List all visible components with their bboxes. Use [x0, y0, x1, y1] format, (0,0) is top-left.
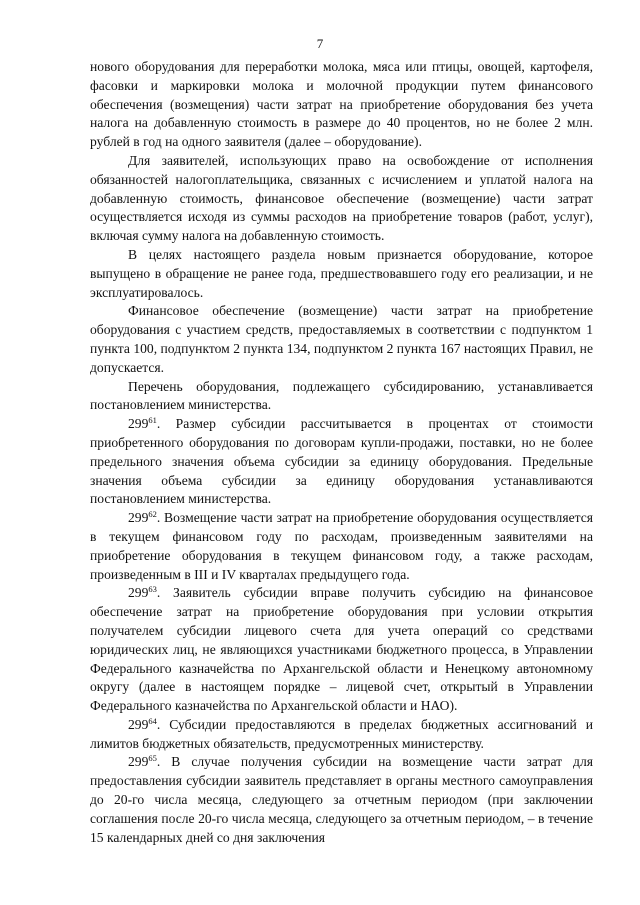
clause-299-62: $299^{62}$. Возмещение части затрат на приобретение оборудования осуществляется в текущем финансовом году по расходам, произведенным заявителями на приобретение оборудования в текущем финансовом году, а также расходам, произведенным в III и IV кварталах предыдущего года. — [90, 509, 593, 582]
clause-299-65: $299^{65}$. В случае получения субсидии на возмещение части затрат для предоставления субсидии заявитель представляет в органы местного самоуправления до 20-го числа месяца, следующего за отчетным периодом (при заключении соглашения после 20-го числа месяца, следующего за отчетным периодом, – в течение 15 календарных дней со дня заключения — [90, 753, 593, 845]
clause-number: 299 — [128, 585, 149, 601]
clause-299-64: $299^{64}$. Субсидии предоставляются в пределах бюджетных ассигнований и лимитов бюджетных обязательств, предусмотренных министерству. — [90, 715, 593, 751]
clause-number: 299 — [128, 416, 149, 432]
clause-superscript: 63 — [148, 584, 157, 595]
clause-299-61: $299^{61}$. Размер субсидии рассчитывается в процентах от стоимости приобретенного оборудования по договорам купли-продажи, поставки, но не более предельного значения объема субсидии за единицу оборудования. Предельные значения объема субсидии за единицу оборудования устанавливаются постановлением министерства. — [90, 415, 593, 507]
clause-299-63: $299^{63}$. Заявитель субсидии вправе получить субсидию на финансовое обеспечение затрат на приобретение оборудования при условии открытия получателем субсидии лицевого счета для учета операций со средствами юридических лиц, не являющихся участниками бюджетного процесса, в Управлении Федерального казначейства по Архангельской области и Ненецкому автономному округу (далее в настоящем порядке – лицевой счет, открытый в Управлении Федерального казначейства по Архангельской области и НАО). — [90, 584, 593, 714]
paragraph-4: Финансовое обеспечение (возмещение) части затрат на приобретение оборудования с участием средств, предоставляемых в соответствии с подпунктом 1 пункта 100, подпунктом 2 пункта 134, подпунктом 2 пункта 167 настоящих Правил, не допускается. — [90, 303, 593, 375]
clause-superscript: 62 — [148, 509, 157, 520]
paragraph-3: В целях настоящего раздела новым признается оборудование, которое выпущено в обращение не ранее года, предшествовавшего году его реализации, и не эксплуатировалось. — [90, 246, 593, 300]
clause-superscript: 65 — [148, 753, 157, 764]
clause-number: 299 — [128, 510, 149, 526]
document-body — [90, 58, 593, 847]
clause-number: 299 — [128, 754, 149, 770]
clause-number: 299 — [128, 716, 149, 732]
page-number: 7 — [316, 36, 324, 51]
clause-superscript: 61 — [148, 415, 157, 426]
paragraph-1: нового оборудования для переработки молока, мяса или птицы, овощей, картофеля, фасовки и маркировки молока и молочной продукции путем финансового обеспечения (возмещения) части затрат на приобретение оборудования без учета налога на добавленную стоимость в размере до 40 процентов, но не более 2 млн. рублей в год на одного заявителя (далее – оборудование). — [90, 59, 593, 150]
paragraph-2: Для заявителей, использующих право на освобождение от исполнения обязанностей налогоплательщика, связанных с исчислением и уплатой налога на добавленную стоимость, финансовое обеспечение (возмещение) части затрат осуществляется исходя из суммы расходов на приобретение товаров (работ, услуг), включая сумму налога на добавленную стоимость. — [90, 152, 593, 244]
paragraph-5: Перечень оборудования, подлежащего субсидированию, устанавливается постановлением министерства. — [90, 378, 593, 413]
clause-superscript: 64 — [148, 715, 157, 726]
